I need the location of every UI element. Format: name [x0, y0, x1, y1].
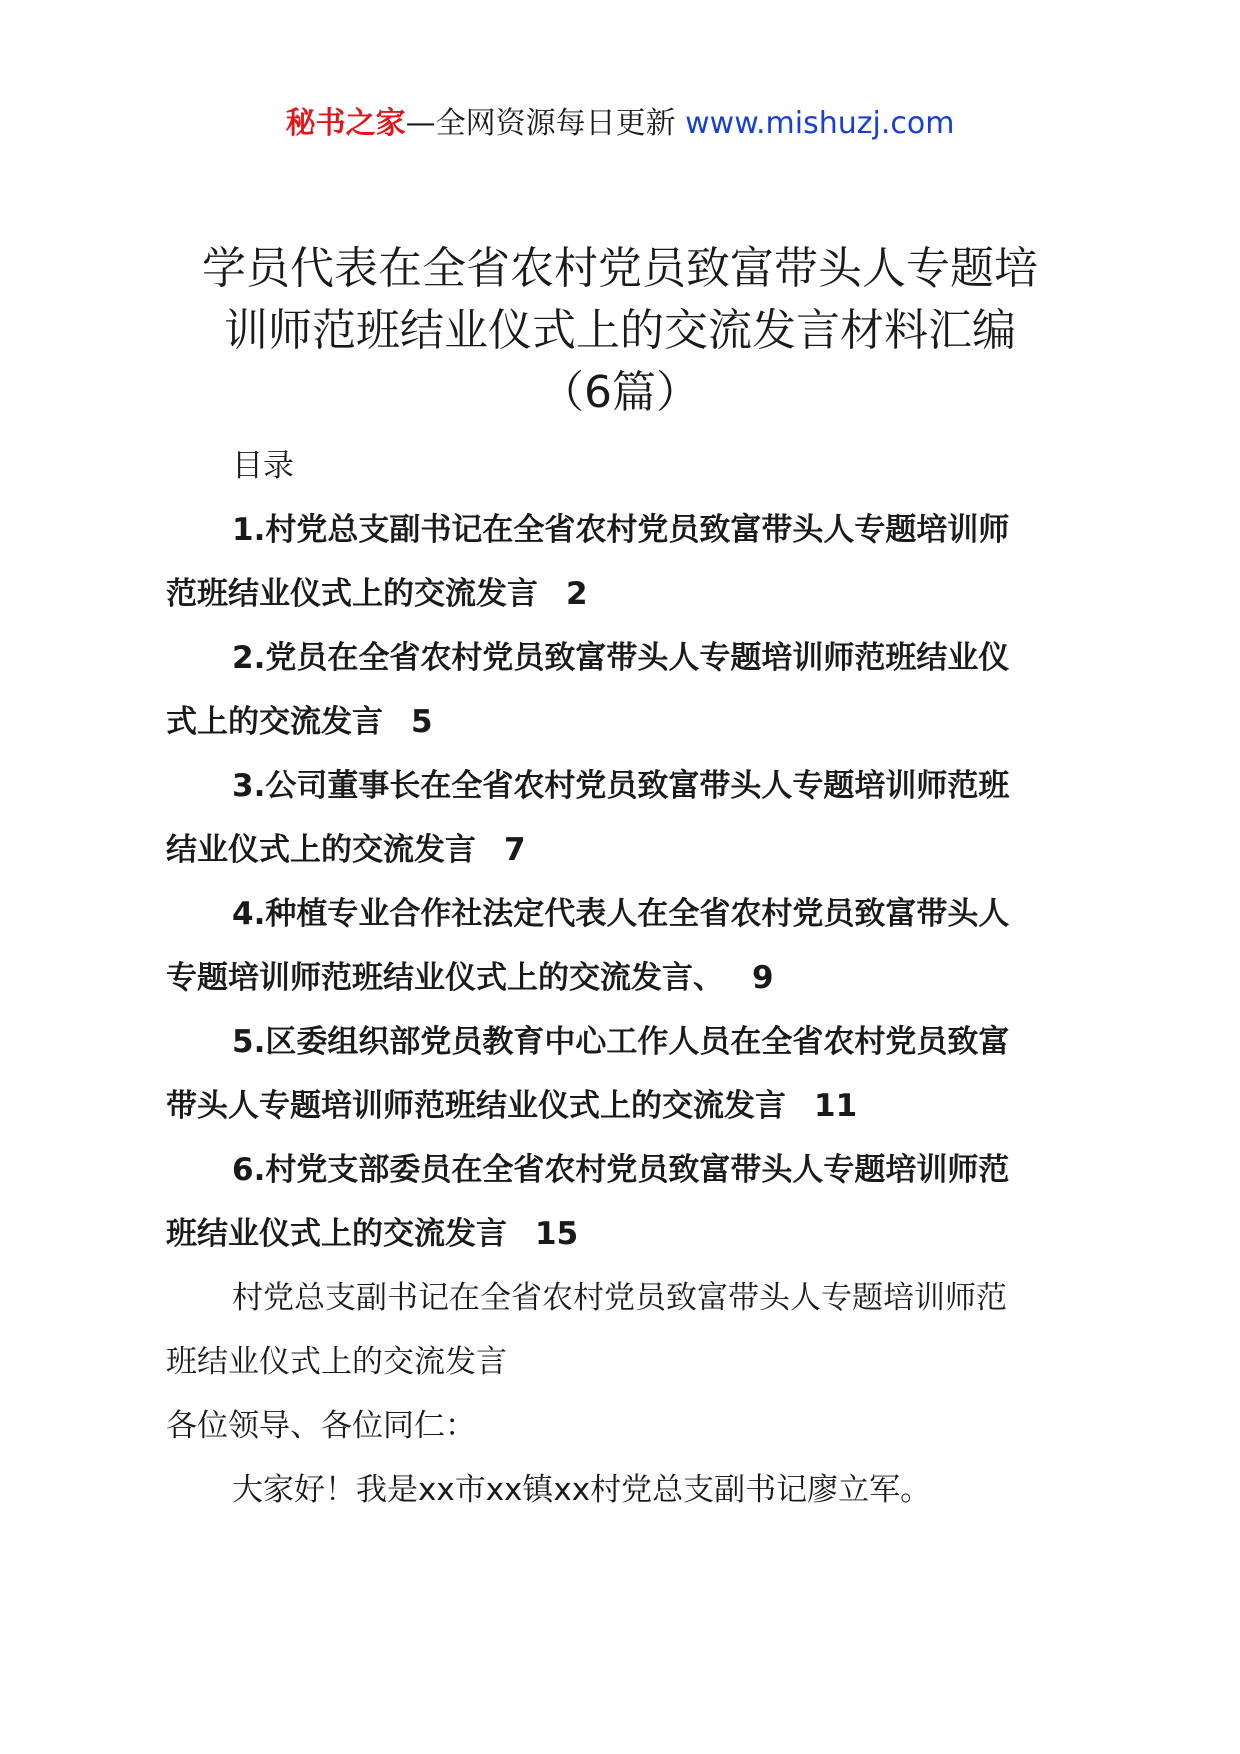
toc-page-number: 5 [411, 704, 433, 740]
toc-item-text: 1.村党总支副书记在全省农村党员致富带头人专题培训师 [232, 512, 1010, 548]
site-url-link[interactable]: www.mishuzj.com [685, 106, 955, 141]
toc-item-text-cont: 带头人专题培训师范班结业仪式上的交流发言 [166, 1088, 786, 1124]
toc-item-3[interactable] [166, 754, 1080, 882]
toc-item-text: 5.区委组织部党员教育中心工作人员在全省农村党员致富 [232, 1024, 1010, 1060]
section-title-line-1: 村党总支副书记在全省农村党员致富带头人专题培训师范 [232, 1280, 1007, 1316]
document-body [166, 434, 1080, 1522]
salutation: 各位领导、各位同仁： [166, 1408, 476, 1444]
toc-item-text: 6.村党支部委员在全省农村党员致富带头人专题培训师范 [232, 1152, 1010, 1188]
toc-page-number: 2 [566, 576, 588, 612]
toc-list [166, 498, 1080, 1266]
toc-item-text: 2.党员在全省农村党员致富带头人专题培训师范班结业仪 [232, 640, 1010, 676]
toc-heading: 目录 [232, 448, 294, 484]
toc-page-number: 11 [814, 1088, 858, 1124]
toc-item-2[interactable] [166, 626, 1080, 754]
title-line-1: 学员代表在全省农村党员致富带头人专题培 [202, 243, 1038, 294]
header-slogan: —全网资源每日更新 [405, 106, 686, 141]
toc-item-text-cont: 班结业仪式上的交流发言 [166, 1216, 507, 1252]
toc-item-6[interactable] [166, 1138, 1080, 1266]
toc-page-number: 15 [535, 1216, 579, 1252]
toc-item-text-cont: 结业仪式上的交流发言 [166, 832, 476, 868]
site-header [0, 102, 1240, 146]
opening-paragraph: 大家好！我是xx市xx镇xx村党总支副书记廖立军。 [232, 1472, 932, 1508]
toc-item-text: 3.公司董事长在全省农村党员致富带头人专题培训师范班 [232, 768, 1010, 804]
section-title-line-2: 班结业仪式上的交流发言 [166, 1344, 507, 1380]
toc-item-4[interactable] [166, 882, 1080, 1010]
title-line-2: 训师范班结业仪式上的交流发言材料汇编 [224, 305, 1016, 356]
title-line-3: （6篇） [540, 367, 700, 418]
document-title [0, 238, 1240, 424]
toc-item-text: 4.种植专业合作社法定代表人在全省农村党员致富带头人 [232, 896, 1010, 932]
toc-page-number: 9 [752, 960, 774, 996]
toc-item-text-cont: 专题培训师范班结业仪式上的交流发言、 [166, 960, 724, 996]
toc-page-number: 7 [504, 832, 526, 868]
toc-item-text-cont: 范班结业仪式上的交流发言 [166, 576, 538, 612]
toc-item-5[interactable] [166, 1010, 1080, 1138]
toc-item-text-cont: 式上的交流发言 [166, 704, 383, 740]
brand-name: 秘书之家 [285, 106, 406, 141]
toc-item-1[interactable] [166, 498, 1080, 626]
